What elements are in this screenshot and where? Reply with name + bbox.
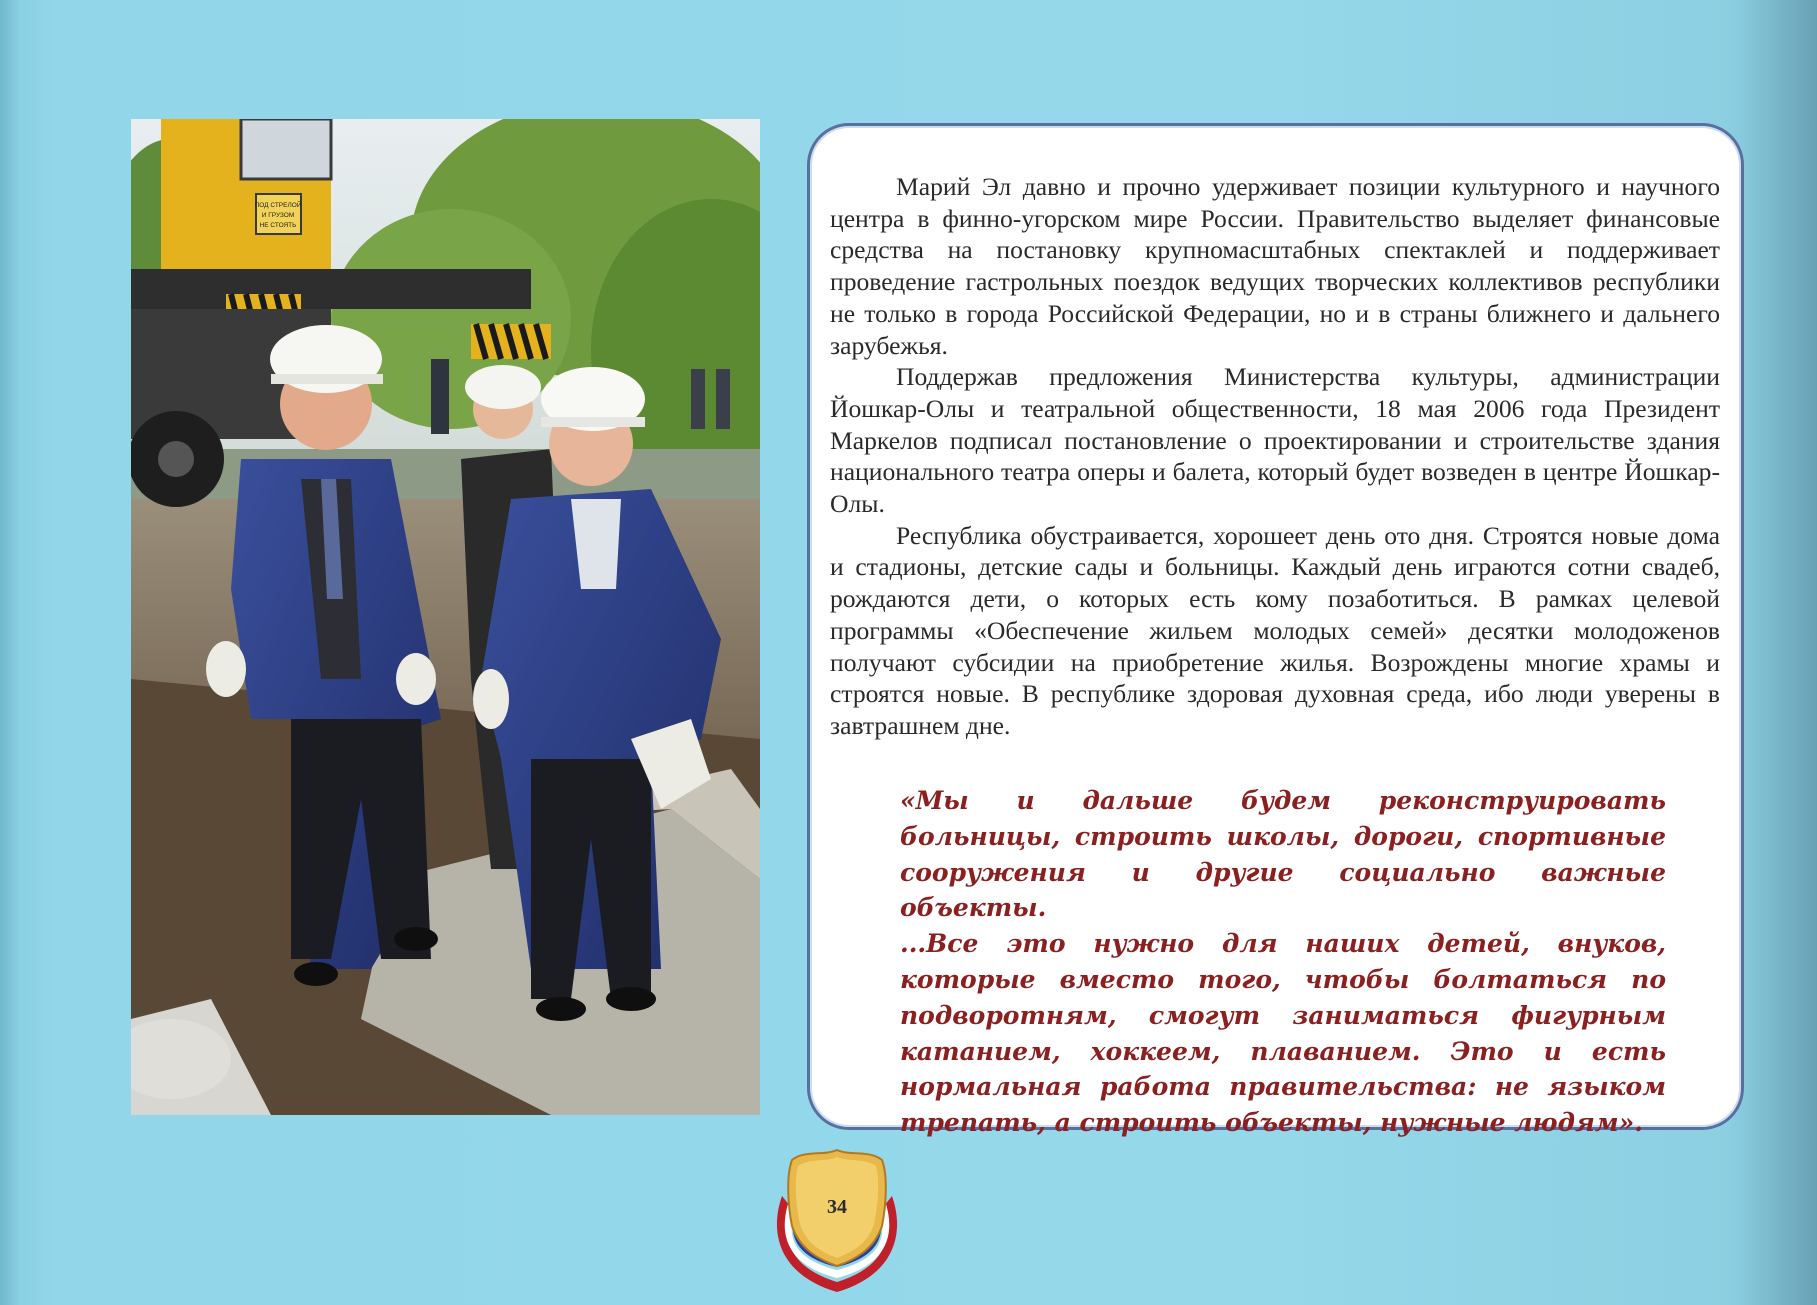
- paragraph-culture: Марий Эл давно и прочно удерживает позиции культурного и научного центра в финно-угорском мире России. Правительство выделяет финансовые средства на постановку крупномасштабных спектаклей и поддерживает проведение гастрольных поездок ведущих творческих коллективов республики не только в города Российской Федерации, но и в страны ближнего и дальнего зарубежья.: [830, 172, 1720, 360]
- quote-line-1: «Мы и дальше будем реконструировать больницы, строить школы, дороги, спортивные сооружения и другие социально важные объекты.: [900, 786, 1666, 923]
- crane-sign-line-2: И ГРУЗОМ: [261, 212, 295, 219]
- text-panel: [807, 123, 1744, 1138]
- crane-sign-line-3: НЕ СТОЯТЬ: [259, 222, 297, 229]
- page-number: 34: [827, 1196, 847, 1218]
- quote-line-2: ...Все это нужно для наших детей, внуков, которые вместо того, чтобы болтаться по подворотням, смогут заниматься фигурным катанием, хоккеем, плаванием. Это и есть нормальная работа правительства: не языком трепать, а строить объекты, нужные людям».: [900, 929, 1666, 1138]
- paragraph-opera-theatre: Поддержав предложения Министерства культуры, администрации Йошкар-Олы и театральной общественности, 18 мая 2006 года Президент Маркелов подписал постановление о проектировании и строительстве здания национального театра оперы и балета, который будет возведен в центре Йошкар-Олы.: [830, 362, 1720, 519]
- crane-sign-line-1: ПОД СТРЕЛОЙ: [254, 202, 302, 209]
- paragraph-republic: Республика обустраивается, хорошеет день ото дня. Строятся новые дома и стадионы, детские сады и больницы. Каждый день играются сотни свадеб, рождаются дети, о которых есть кому позаботиться. В рамках целевой программы «Обеспечение жильем молодых семей» десятки молодоженов получают субсидии на приобретение жилья. Возрождены многие храмы и строятся новые. В республике здоровая духовная среда, ибо люди уверены в завтрашнем дне.: [830, 520, 1720, 740]
- emblem-icon: [764, 1146, 910, 1296]
- photo-illustration: [131, 119, 760, 1115]
- quote-block: [900, 783, 1666, 1141]
- page-spine: [0, 0, 22, 1305]
- construction-site-photo: [131, 119, 760, 1115]
- body-text: [830, 171, 1720, 742]
- page-number-emblem: [764, 1146, 910, 1296]
